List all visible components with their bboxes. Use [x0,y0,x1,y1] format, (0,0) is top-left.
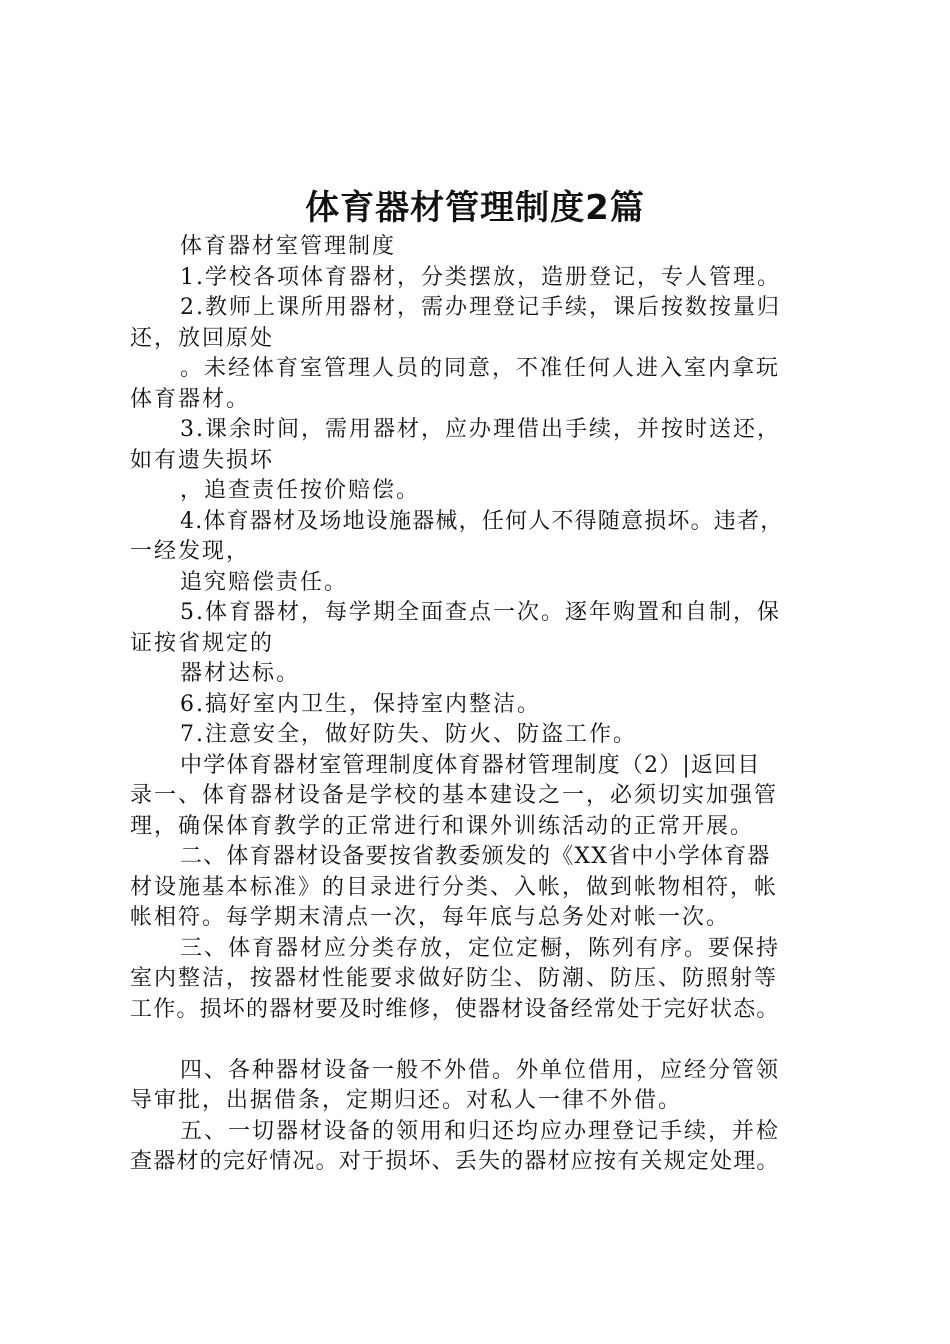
text-line: 体育器材。 [130,386,251,412]
text-line: 2.教师上课所用器材，需办理登记手续，课后按数按量归 [180,295,781,320]
text-line: 。未经体育室管理人员的同意，不准任何人进入室内拿玩 [180,356,781,381]
text-line: 一经发现， [130,539,251,564]
text-line: 如有遗失损坏 [130,447,275,473]
text-line: 理，确保体育教学的正常进行和课外训练活动的正常开展。 [130,813,755,839]
text-line: 三、体育器材应分类存放，定位定橱，陈列有序。要保持 [180,935,781,961]
text-line: 材设施基本标准》的目录进行分类、入帐，做到帐物相符，帐 [130,874,779,900]
text-line: 室内整洁，按器材性能要求做好防尘、防潮、防压、防照射等 [130,966,779,991]
text-line: 录一、体育器材设备是学校的基本建设之一，必须切实加强管 [130,783,779,808]
text-line: 证按省规定的 [130,630,275,656]
text-line: 四、各种器材设备一般不外借。外单位借用，应经分管领 [180,1057,781,1083]
text-line: 6.搞好室内卫生，保持室内整洁。 [180,691,541,717]
text-line: 1.学校各项体育器材，分类摆放，造册登记，专人管理。 [180,264,781,290]
text-line: 4.体育器材及场地设施器械，任何人不得随意损坏。违者， [180,508,784,534]
text-line: 五、一切器材设备的领用和归还均应办理登记手续，并检 [180,1118,781,1144]
text-line: 帐相符。每学期末清点一次，每年底与总务处对帐一次。 [130,905,731,930]
blank-line [130,1025,852,1056]
text-line: 查器材的完好情况。对于损坏、丢失的器材应按有关规定处理。 [130,1149,780,1174]
text-line: 二、体育器材设备要按省教委颁发的《XX省中小学体育器 [180,844,771,869]
text-line: ，追查责任按价赔偿。 [180,478,421,503]
text-line: 追究赔偿责任。 [180,569,349,595]
text-line: 还，放回原处 [130,325,275,351]
text-line: 7.注意安全，做好防失、防火、防盗工作。 [180,722,637,747]
document-title: 体育器材管理制度2篇 [305,188,645,228]
text-line: 导审批，出据借条，定期归还。对私人一律不外借。 [130,1088,683,1113]
document-body [130,232,852,1178]
text-line: 工作。损坏的器材要及时维修，使器材设备经常处于完好状态。 [130,996,780,1022]
text-line: 5.体育器材，每学期全面查点一次。逐年购置和自制，保 [180,600,781,625]
text-line: 3.课余时间，需用器材，应办理借出手续，并按时送还， [180,417,781,442]
text-line: 中学体育器材室管理制度体育器材管理制度（2）|返回目 [180,752,761,778]
text-line: 体育器材室管理制度 [180,234,397,259]
text-line: 器材达标。 [180,661,301,686]
